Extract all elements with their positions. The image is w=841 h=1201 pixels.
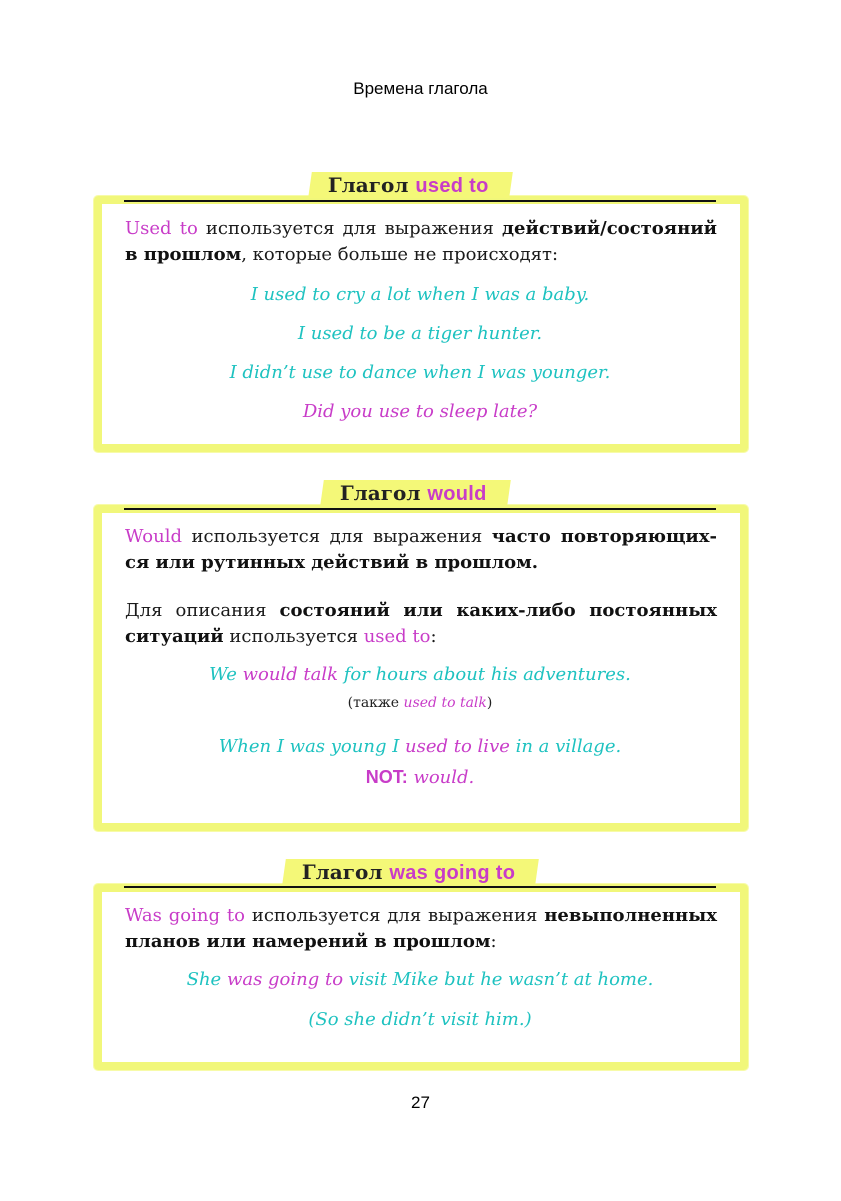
example-line: Did you use to sleep late? — [302, 401, 538, 422]
section-title-would — [320, 480, 510, 506]
tag-prefix: Глагол — [327, 173, 409, 197]
intro-text: используется для выражения — [197, 218, 503, 239]
keyword: Was going to — [125, 905, 245, 926]
intro-paragraph-2 — [125, 598, 717, 650]
not-label: NOT: — [365, 767, 408, 787]
keyword: used to — [363, 626, 431, 647]
intro2-text-end: : — [430, 626, 437, 647]
example-line: (So she didn’t visit him.) — [308, 1009, 532, 1030]
example-part: She — [186, 969, 227, 990]
note-close: ) — [486, 695, 493, 711]
intro-paragraph — [125, 903, 717, 955]
example-part: in a village. — [509, 736, 622, 757]
example-note — [110, 694, 730, 712]
example-part: visit Mike but he wasn’t at home. — [343, 969, 654, 990]
intro2-bold: состояний или каких-либо постоянных ситуаций — [125, 600, 717, 647]
intro-bold: действий/состояний в прошлом — [125, 218, 717, 265]
tag-prefix: Глагол — [339, 481, 421, 505]
keyword: Used to — [125, 218, 198, 239]
intro-bold: невыполненных планов или намерений в прошлом — [125, 905, 717, 952]
note-open: (также — [347, 695, 404, 711]
section-title-used-to — [308, 172, 512, 198]
intro-paragraph — [125, 216, 717, 268]
note-keyword: used to talk — [403, 695, 487, 711]
tag-keyword: was going to — [389, 862, 516, 884]
example-line — [110, 734, 730, 760]
example-verb: used to live — [405, 736, 510, 757]
example-line: I used to cry a lot when I was a baby. — [250, 284, 590, 305]
intro-text: используется для выражения — [182, 526, 492, 547]
section-rule — [124, 200, 716, 202]
tag-keyword: would — [427, 483, 487, 505]
example-part: When I was young I — [218, 736, 406, 757]
section-rule — [124, 508, 716, 510]
example-part: for hours about his adventures. — [338, 664, 631, 685]
example-line — [110, 662, 730, 688]
intro2-text: Для описания — [125, 600, 280, 621]
example-part: We — [209, 664, 243, 685]
intro-text-end: : — [490, 931, 497, 952]
intro-bold: часто повторяющих-ся или рутинных действий в прошлом. — [125, 526, 717, 573]
intro-paragraph — [125, 524, 717, 576]
tag-keyword: used to — [415, 175, 489, 197]
intro-text: используется для выражения — [244, 905, 545, 926]
not-word: would. — [413, 767, 475, 788]
not-line — [110, 764, 730, 791]
keyword: Would — [125, 526, 182, 547]
intro2-text-mid: используется — [223, 626, 364, 647]
example-verb: was going to — [226, 969, 344, 990]
example-line: I didn’t use to dance when I was younger. — [229, 362, 611, 383]
example-verb: would talk — [242, 664, 339, 685]
example-line — [110, 967, 730, 993]
intro-text-end: , которые больше не происходят: — [241, 244, 559, 265]
page-number: 27 — [411, 1093, 430, 1112]
page-header: Времена глагола — [353, 79, 488, 98]
example-line: I used to be a tiger hunter. — [297, 323, 543, 344]
tag-prefix: Глагол — [301, 860, 383, 884]
section-title-was-going-to — [282, 859, 539, 885]
